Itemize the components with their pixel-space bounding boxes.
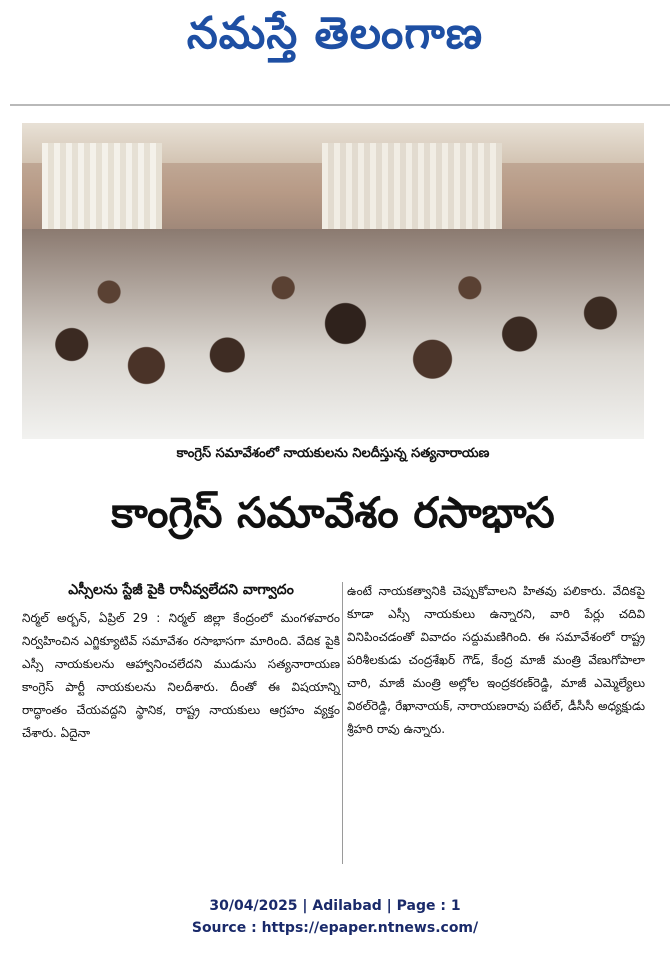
article-body-left: నిర్మల్ అర్బన్, ఏప్రిల్ 29 : నిర్మల్ జిల్లా కేంద్రంలో మంగళవారం నిర్వహించిన ఎగ్జిక్యూటివ్ సమావేశం రసాభాసగా మారింది. వేదిక పైకి ఎస్సీ నాయకులను ఆహ్వానించలేదని ముడుసు సత్యనారాయణ కాంగ్రెస్ పార్టీ నాయకులను నిలదీశారు. దీంతో ఈ విషయాన్ని రాద్ధాంతం చేయవద్దని స్థానిక, రాష్ట్ర నాయకులు ఆగ్రహం వ్యక్తం చేశారు. ఏదైనా (22, 611, 340, 740)
photo-caption: కాంగ్రెస్ సమావేశంలో నాయకులను నిలదీస్తున్న సత్యనారాయణ (176, 446, 490, 461)
article-column-right (347, 580, 645, 741)
masthead (0, 0, 670, 78)
column-divider (342, 582, 343, 864)
masthead-title: నమస్తే తెలంగాణ (186, 8, 484, 59)
photo-crowd (22, 229, 644, 439)
headline: కాంగ్రెస్ సమావేశం రసాభాస (111, 488, 555, 537)
footer-source: Source : https://epaper.ntnews.com/ (191, 920, 479, 936)
article-column-left (22, 580, 340, 745)
article-body-right: ఉంటే నాయకత్వానికి చెప్పుకోవాలని హితవు పలికారు. వేదికపై కూడా ఎస్సీ నాయకులు ఉన్నారని, వారి పేర్లు చదివి వినిపించడంతో వివాదం సద్దుమణిగింది. ఈ సమావేశంలో రాష్ట్ర పరిశీలకుడు చంద్రశేఖర్ గౌడ్, కేంద్ర మాజీ మంత్రి వేణుగోపాలా చారి, మాజీ మంత్రి అల్లోల ఇంద్రకరణ్‌రెడ్డి, మాజీ ఎమ్మెల్యేలు విఠల్‌రెడ్డి, రేఖానాయక్, నారాయణరావు పటేల్, డీసీసీ అధ్యక్షుడు శ్రీహరి రావు ఉన్నారు. (347, 584, 645, 736)
article-subheadline: ఎస్సీలను స్టేజీ పైకి రానీవ్వలేదని వాగ్వాదం (68, 582, 294, 598)
footer-edition-info: 30/04/2025 | Adilabad | Page : 1 (209, 898, 461, 914)
news-photo (22, 123, 644, 439)
masthead-divider (10, 104, 670, 106)
